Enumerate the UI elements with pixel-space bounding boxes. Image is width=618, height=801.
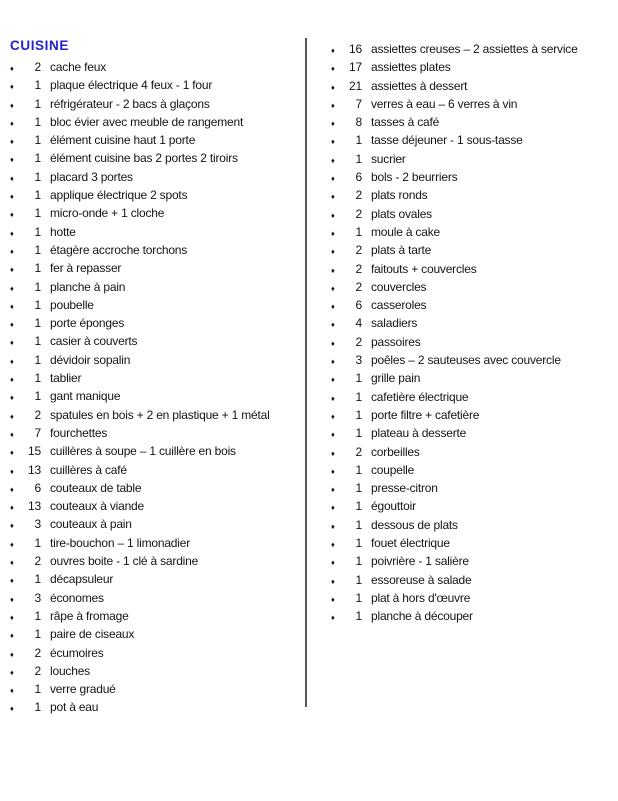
item-text: tasses à café [371, 115, 440, 130]
item-quantity: 2 [34, 663, 41, 678]
item-quantity: 1 [34, 242, 41, 257]
item-quantity: 2 [34, 407, 41, 422]
item-text: tablier [50, 371, 82, 386]
item-text: poivrière - 1 salière [371, 554, 469, 569]
item-text: louches [50, 663, 90, 678]
item-text: couteaux à pain [50, 517, 132, 532]
item-quantity: 21 [349, 78, 362, 93]
list-item [10, 424, 306, 442]
diamond-bullet-icon: ♦ [10, 265, 14, 275]
item-quantity: 7 [355, 96, 362, 111]
list-item [10, 497, 306, 515]
item-text: porte éponges [50, 316, 125, 331]
item-text: plateau à desserte [371, 426, 467, 441]
item-text: grille pain [371, 371, 421, 386]
diamond-bullet-icon: ♦ [331, 594, 335, 604]
item-text: cuillères à soupe – 1 cuillère en bois [50, 444, 236, 459]
item-quantity: 13 [28, 462, 41, 477]
item-text: poêles – 2 sauteuses avec couvercle [371, 353, 561, 368]
left-item-list [10, 58, 306, 717]
list-item [10, 131, 306, 149]
list-item [10, 552, 306, 570]
item-text: plats ronds [371, 188, 428, 203]
list-item [10, 113, 306, 131]
item-text: étagère accroche torchons [50, 242, 188, 257]
list-item [10, 607, 306, 625]
diamond-bullet-icon: ♦ [10, 576, 14, 586]
item-text: porte filtre + cafetière [371, 407, 480, 422]
item-text: verres à eau – 6 verres à vin [371, 96, 518, 111]
item-text: élément cuisine haut 1 porte [50, 133, 196, 148]
list-item [331, 314, 618, 332]
diamond-bullet-icon: ♦ [331, 283, 335, 293]
diamond-bullet-icon: ♦ [331, 82, 335, 92]
list-item [10, 680, 306, 698]
diamond-bullet-icon: ♦ [331, 448, 335, 458]
item-quantity: 1 [34, 114, 41, 129]
item-text: poubelle [50, 297, 94, 312]
list-item [331, 58, 618, 76]
diamond-bullet-icon: ♦ [331, 411, 335, 421]
item-text: couteaux à viande [50, 499, 145, 514]
item-text: presse-citron [371, 481, 438, 496]
diamond-bullet-icon: ♦ [10, 448, 14, 458]
item-quantity: 1 [34, 297, 41, 312]
item-quantity: 1 [355, 462, 362, 477]
item-quantity: 8 [355, 115, 362, 130]
list-item [331, 333, 618, 351]
diamond-bullet-icon: ♦ [10, 521, 14, 531]
diamond-bullet-icon: ♦ [331, 302, 335, 312]
list-item [10, 406, 306, 424]
item-text: râpe à fromage [50, 608, 129, 623]
item-text: tire-bouchon – 1 limonadier [50, 535, 191, 550]
diamond-bullet-icon: ♦ [331, 393, 335, 403]
list-item [10, 95, 306, 113]
item-text: écumoires [50, 645, 104, 660]
list-item [10, 662, 306, 680]
list-item [331, 571, 618, 589]
item-text: assiettes creuses – 2 assiettes à service [371, 42, 578, 56]
diamond-bullet-icon: ♦ [331, 576, 335, 586]
item-text: plaque électrique 4 feux - 1 four [50, 78, 213, 93]
item-quantity: 1 [355, 426, 362, 441]
diamond-bullet-icon: ♦ [10, 558, 14, 568]
item-quantity: 1 [34, 608, 41, 623]
diamond-bullet-icon: ♦ [10, 484, 14, 494]
item-quantity: 2 [355, 279, 362, 294]
item-quantity: 6 [355, 298, 362, 313]
item-quantity: 1 [355, 481, 362, 496]
item-quantity: 1 [355, 572, 362, 587]
diamond-bullet-icon: ♦ [331, 265, 335, 275]
list-item [331, 205, 618, 223]
item-text: casseroles [371, 298, 427, 313]
item-text: bols - 2 beurriers [371, 170, 458, 185]
item-quantity: 1 [34, 627, 41, 642]
column-divider [305, 38, 307, 707]
list-item [10, 589, 306, 607]
list-item [10, 461, 306, 479]
item-text: planche à découper [371, 609, 473, 624]
item-text: bloc évier avec meuble de rangement [50, 114, 244, 129]
item-quantity: 2 [355, 261, 362, 276]
list-item [10, 241, 306, 259]
item-quantity: 1 [34, 224, 41, 239]
item-text: passoires [371, 334, 421, 349]
item-quantity: 1 [355, 151, 362, 166]
diamond-bullet-icon: ♦ [10, 338, 14, 348]
diamond-bullet-icon: ♦ [331, 357, 335, 367]
list-item [10, 76, 306, 94]
item-quantity: 2 [34, 60, 41, 74]
item-quantity: 4 [355, 316, 362, 331]
list-item [10, 223, 306, 241]
list-item [331, 589, 618, 607]
list-item [331, 186, 618, 204]
list-item [10, 570, 306, 588]
list-item [331, 150, 618, 168]
item-quantity: 1 [34, 682, 41, 697]
item-text: applique électrique 2 spots [50, 188, 188, 203]
list-item [10, 259, 306, 277]
diamond-bullet-icon: ♦ [10, 228, 14, 238]
list-item [10, 186, 306, 204]
list-item [331, 461, 618, 479]
item-quantity: 1 [355, 224, 362, 239]
item-text: sucrier [371, 151, 406, 166]
item-quantity: 1 [34, 206, 41, 221]
list-item [331, 131, 618, 149]
diamond-bullet-icon: ♦ [10, 82, 14, 92]
diamond-bullet-icon: ♦ [10, 704, 14, 714]
list-item [331, 296, 618, 314]
item-text: corbeilles [371, 444, 420, 459]
item-quantity: 13 [28, 499, 41, 514]
list-item [331, 168, 618, 186]
item-quantity: 1 [34, 133, 41, 148]
item-text: essoreuse à salade [371, 572, 472, 587]
list-item [331, 607, 618, 625]
item-quantity: 1 [34, 78, 41, 93]
item-quantity: 1 [34, 96, 41, 111]
item-quantity: 1 [34, 188, 41, 203]
item-text: tasse déjeuner - 1 sous-tasse [371, 133, 523, 148]
diamond-bullet-icon: ♦ [10, 173, 14, 183]
diamond-bullet-icon: ♦ [331, 100, 335, 110]
list-item [331, 77, 618, 95]
item-quantity: 16 [349, 42, 362, 56]
item-quantity: 6 [355, 170, 362, 185]
item-quantity: 1 [34, 352, 41, 367]
list-item [331, 443, 618, 461]
diamond-bullet-icon: ♦ [10, 118, 14, 128]
item-text: faitouts + couvercles [371, 261, 477, 276]
page-title: CUISINE [10, 38, 69, 53]
list-item [10, 479, 306, 497]
diamond-bullet-icon: ♦ [331, 558, 335, 568]
diamond-bullet-icon: ♦ [10, 393, 14, 403]
item-text: cache feux [50, 60, 107, 74]
diamond-bullet-icon: ♦ [331, 521, 335, 531]
diamond-bullet-icon: ♦ [10, 375, 14, 385]
diamond-bullet-icon: ♦ [10, 667, 14, 677]
item-text: moule à cake [371, 224, 440, 239]
item-quantity: 1 [355, 590, 362, 605]
list-item [10, 534, 306, 552]
item-quantity: 3 [34, 590, 41, 605]
diamond-bullet-icon: ♦ [331, 247, 335, 257]
item-text: pot à eau [50, 700, 99, 715]
right-item-list [331, 40, 618, 626]
item-quantity: 1 [355, 536, 362, 551]
list-item [331, 534, 618, 552]
item-quantity: 1 [34, 316, 41, 331]
list-item [331, 278, 618, 296]
item-text: hotte [50, 224, 76, 239]
diamond-bullet-icon: ♦ [10, 503, 14, 513]
list-item [331, 497, 618, 515]
item-quantity: 15 [28, 444, 41, 459]
right-column [331, 40, 618, 626]
list-item [10, 625, 306, 643]
diamond-bullet-icon: ♦ [10, 155, 14, 165]
list-item [10, 442, 306, 460]
item-quantity: 2 [355, 334, 362, 349]
list-item [331, 552, 618, 570]
item-text: égouttoir [371, 499, 416, 514]
item-text: plats à tarte [371, 243, 432, 258]
list-item [10, 644, 306, 662]
item-quantity: 3 [355, 353, 362, 368]
diamond-bullet-icon: ♦ [10, 192, 14, 202]
diamond-bullet-icon: ♦ [10, 64, 14, 73]
diamond-bullet-icon: ♦ [331, 228, 335, 238]
item-quantity: 7 [34, 425, 41, 440]
list-item [10, 168, 306, 186]
item-quantity: 1 [34, 334, 41, 349]
diamond-bullet-icon: ♦ [10, 594, 14, 604]
left-column [10, 36, 306, 717]
diamond-bullet-icon: ♦ [10, 466, 14, 476]
item-text: décapsuleur [50, 572, 114, 587]
item-quantity: 2 [34, 645, 41, 660]
item-text: saladiers [371, 316, 418, 331]
list-item [10, 515, 306, 533]
diamond-bullet-icon: ♦ [331, 64, 335, 74]
list-item [331, 260, 618, 278]
item-quantity: 2 [355, 444, 362, 459]
list-item [10, 369, 306, 387]
item-quantity: 1 [34, 700, 41, 715]
item-quantity: 1 [355, 407, 362, 422]
item-quantity: 1 [355, 133, 362, 148]
diamond-bullet-icon: ♦ [331, 485, 335, 495]
item-quantity: 1 [34, 151, 41, 166]
diamond-bullet-icon: ♦ [10, 246, 14, 256]
item-text: fourchettes [50, 425, 108, 440]
item-quantity: 17 [349, 60, 362, 75]
item-quantity: 1 [355, 609, 362, 624]
list-item [331, 369, 618, 387]
list-item [331, 388, 618, 406]
item-text: casier à couverts [50, 334, 138, 349]
diamond-bullet-icon: ♦ [10, 283, 14, 293]
diamond-bullet-icon: ♦ [331, 192, 335, 202]
diamond-bullet-icon: ♦ [331, 338, 335, 348]
diamond-bullet-icon: ♦ [331, 320, 335, 330]
list-item [10, 296, 306, 314]
diamond-bullet-icon: ♦ [331, 466, 335, 476]
item-text: réfrigérateur - 2 bacs à glaçons [50, 96, 210, 111]
list-item [10, 698, 306, 716]
diamond-bullet-icon: ♦ [10, 137, 14, 147]
list-item [331, 40, 618, 58]
list-item [10, 149, 306, 167]
item-quantity: 1 [34, 371, 41, 386]
list-item [10, 332, 306, 350]
item-text: cuillères à café [50, 462, 127, 477]
item-quantity: 1 [34, 389, 41, 404]
item-quantity: 1 [355, 499, 362, 514]
list-item [331, 223, 618, 241]
diamond-bullet-icon: ♦ [10, 612, 14, 622]
list-item [331, 406, 618, 424]
list-item [10, 387, 306, 405]
item-quantity: 3 [34, 517, 41, 532]
diamond-bullet-icon: ♦ [10, 429, 14, 439]
diamond-bullet-icon: ♦ [10, 100, 14, 110]
diamond-bullet-icon: ♦ [10, 631, 14, 641]
diamond-bullet-icon: ♦ [10, 210, 14, 220]
diamond-bullet-icon: ♦ [331, 46, 335, 55]
diamond-bullet-icon: ♦ [331, 137, 335, 147]
item-text: fer à repasser [50, 261, 122, 276]
item-text: fouet électrique [371, 536, 450, 551]
item-text: micro-onde + 1 cloche [50, 206, 165, 221]
item-quantity: 2 [355, 188, 362, 203]
item-quantity: 1 [34, 535, 41, 550]
diamond-bullet-icon: ♦ [331, 119, 335, 129]
diamond-bullet-icon: ♦ [331, 375, 335, 385]
item-quantity: 2 [34, 554, 41, 569]
item-quantity: 1 [355, 517, 362, 532]
item-quantity: 1 [355, 371, 362, 386]
list-item [331, 113, 618, 131]
item-quantity: 1 [355, 554, 362, 569]
item-quantity: 1 [34, 279, 41, 294]
item-text: élément cuisine bas 2 portes 2 tiroirs [50, 151, 238, 166]
diamond-bullet-icon: ♦ [10, 356, 14, 366]
list-item [331, 424, 618, 442]
list-item [331, 479, 618, 497]
diamond-bullet-icon: ♦ [10, 539, 14, 549]
diamond-bullet-icon: ♦ [10, 649, 14, 659]
diamond-bullet-icon: ♦ [331, 174, 335, 184]
list-item [10, 351, 306, 369]
item-quantity: 1 [355, 389, 362, 404]
item-text: cafetière électrique [371, 389, 469, 404]
item-text: plat à hors d'œuvre [371, 590, 471, 605]
item-text: spatules en bois + 2 en plastique + 1 métal [50, 407, 270, 422]
list-item [10, 58, 306, 76]
diamond-bullet-icon: ♦ [10, 301, 14, 311]
item-text: dessous de plats [371, 517, 458, 532]
list-item [331, 241, 618, 259]
item-text: plats ovales [371, 206, 432, 221]
list-item [331, 351, 618, 369]
item-quantity: 2 [355, 243, 362, 258]
item-text: assiettes à dessert [371, 78, 468, 93]
item-quantity: 1 [34, 572, 41, 587]
item-quantity: 6 [34, 480, 41, 495]
list-item [331, 516, 618, 534]
diamond-bullet-icon: ♦ [331, 503, 335, 513]
diamond-bullet-icon: ♦ [331, 210, 335, 220]
item-quantity: 2 [355, 206, 362, 221]
item-text: planche à pain [50, 279, 126, 294]
item-text: coupelle [371, 462, 415, 477]
diamond-bullet-icon: ♦ [10, 686, 14, 696]
list-item [10, 204, 306, 222]
list-item [331, 95, 618, 113]
diamond-bullet-icon: ♦ [10, 411, 14, 421]
item-text: verre gradué [50, 682, 116, 697]
item-text: paire de ciseaux [50, 627, 135, 642]
item-text: dévidoir sopalin [50, 352, 131, 367]
item-text: couteaux de table [50, 480, 142, 495]
item-text: placard 3 portes [50, 169, 133, 184]
list-item [10, 278, 306, 296]
item-text: couvercles [371, 279, 427, 294]
diamond-bullet-icon: ♦ [331, 613, 335, 623]
item-text: gant manique [50, 389, 121, 404]
item-text: ouvres boite - 1 clé à sardine [50, 554, 199, 569]
item-text: économes [50, 590, 104, 605]
diamond-bullet-icon: ♦ [331, 540, 335, 550]
list-item [10, 314, 306, 332]
diamond-bullet-icon: ♦ [331, 430, 335, 440]
item-quantity: 1 [34, 169, 41, 184]
item-quantity: 1 [34, 261, 41, 276]
diamond-bullet-icon: ♦ [10, 320, 14, 330]
diamond-bullet-icon: ♦ [331, 155, 335, 165]
item-text: assiettes plates [371, 60, 451, 75]
